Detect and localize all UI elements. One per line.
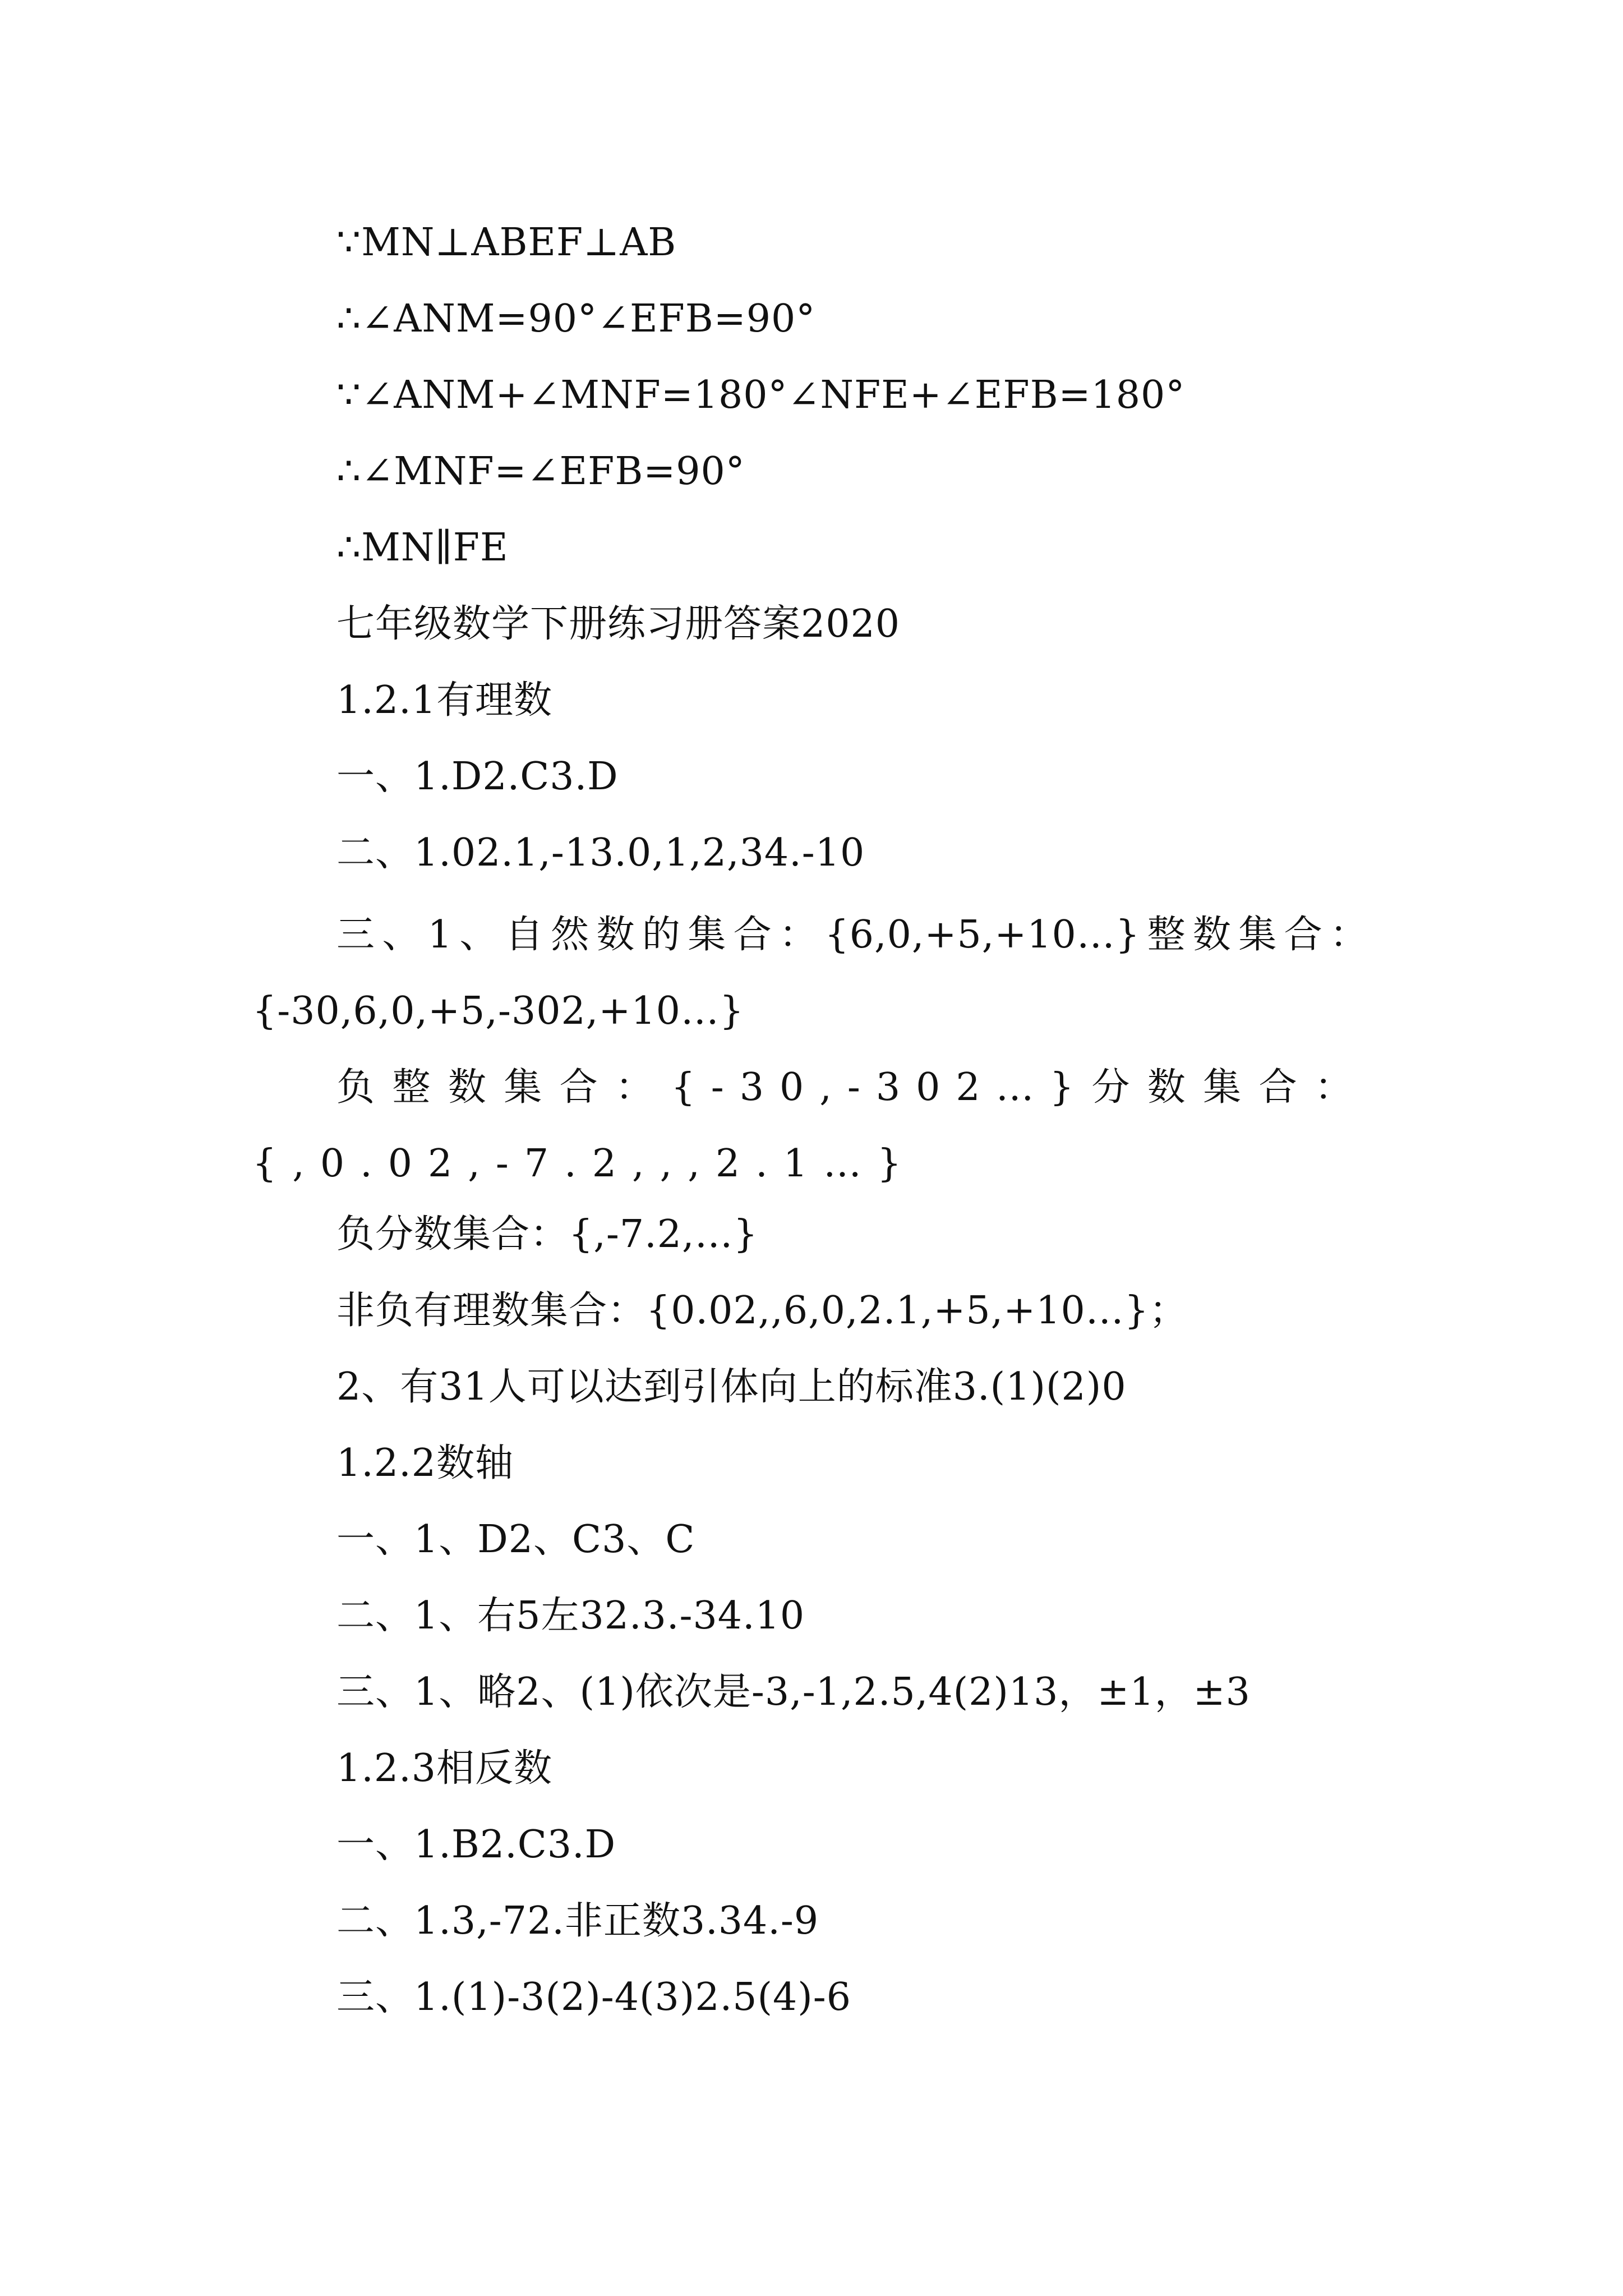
text-line: 三、1、略2、(1)依次是-3,-1,2.5,4(2)13，±1，±3 bbox=[336, 1670, 1251, 1714]
text-paragraph: 三、1、自然数的集合：{6,0,+5,+10…}整数集合：{-30,6,0,+5,-302,+10…} bbox=[252, 913, 1368, 1033]
text-line: 三、1.(1)-3(2)-4(3)2.5(4)-6 bbox=[336, 1975, 852, 2019]
text-line: ∴∠ANM=90°∠EFB=90° bbox=[336, 297, 816, 341]
text-line: 非负有理数集合：{0.02,,6,0,2.1,+5,+10…}； bbox=[336, 1289, 1188, 1333]
text-line: ∵MN⊥ABEF⊥AB bbox=[336, 220, 677, 265]
section-heading: 1.2.2数轴 bbox=[336, 1441, 514, 1485]
text-line: ∵∠ANM+∠MNF=180°∠NFE+∠EFB=180° bbox=[336, 373, 1186, 417]
text-line: 一、1、D2、C3、C bbox=[336, 1517, 695, 1562]
text-line: 2、有31人可以达到引体向上的标准3.(1)(2)0 bbox=[336, 1365, 1127, 1409]
text-line: ∴∠MNF=∠EFB=90° bbox=[336, 449, 745, 494]
text-paragraph: 负整数集合：{-30,-302…}分数集合：{,0.02,-7.2,,,2.1…} bbox=[252, 1065, 1368, 1186]
text-line: 一、1.D2.C3.D bbox=[336, 754, 619, 799]
text-line: ∴MN∥FE bbox=[336, 526, 509, 570]
text-line: 负分数集合：{,-7.2,…} bbox=[336, 1212, 758, 1257]
section-heading: 1.2.3相反数 bbox=[336, 1746, 553, 1791]
text-line: 二、1.02.1,-13.0,1,2,34.-10 bbox=[336, 831, 865, 875]
text-line: 二、1.3,-72.非正数3.34.-9 bbox=[336, 1899, 819, 1943]
text-line: 一、1.B2.C3.D bbox=[336, 1823, 616, 1867]
section-heading: 1.2.1有理数 bbox=[336, 678, 553, 723]
text-line: 二、1、右5左32.3.-34.10 bbox=[336, 1594, 805, 1638]
section-title: 七年级数学下册练习册答案2020 bbox=[336, 602, 901, 646]
